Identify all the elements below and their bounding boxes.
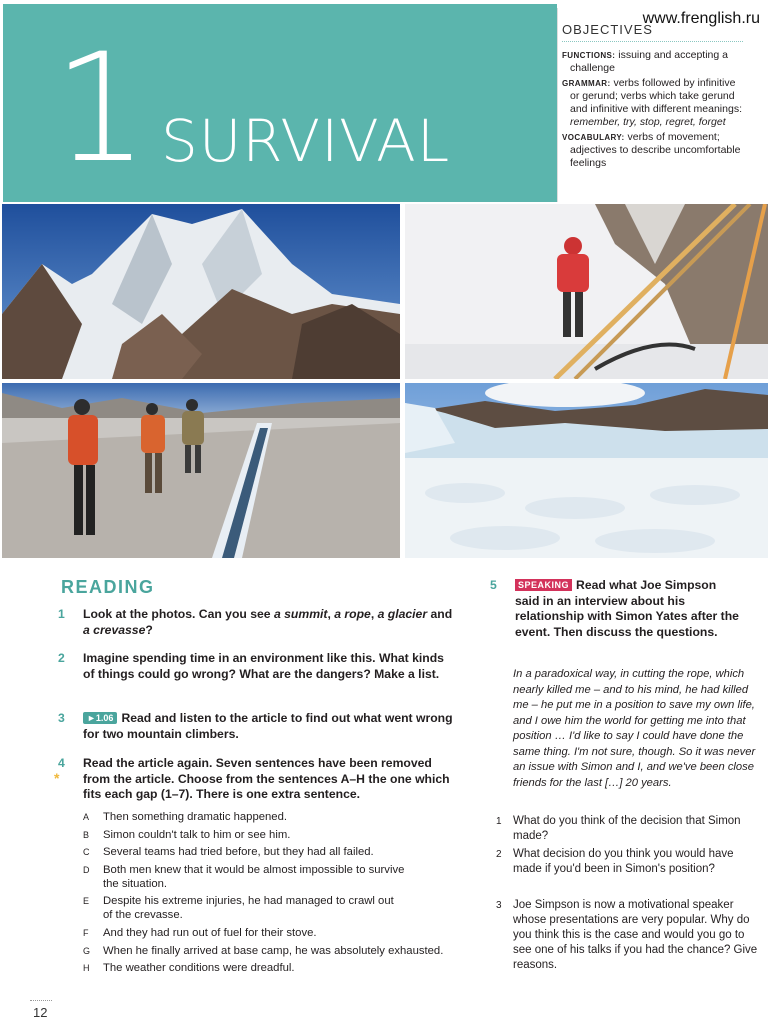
- photo-mountain-peak: [2, 204, 400, 379]
- objective-functions: FUNCTIONS: issuing and accepting a challenge: [562, 49, 728, 74]
- objectives-title: OBJECTIVES: [562, 22, 653, 37]
- unit-banner: [0, 0, 768, 202]
- discussion-question-2: 2 What decision do you think you would have made if you'd been in Simon's position?: [496, 848, 734, 875]
- question-number: 4: [58, 756, 65, 770]
- sentence-options: [83, 810, 473, 979]
- question-number: 2: [58, 651, 65, 665]
- watermark: www.frenglish.ru: [642, 10, 760, 27]
- option-item: B Simon couldn't talk to him or see him.: [83, 828, 291, 841]
- banner-edge: [543, 4, 557, 202]
- question-number: 1: [58, 607, 65, 621]
- unit-number: 1: [53, 22, 145, 196]
- objectives-divider: [562, 41, 743, 42]
- option-item: F And they had run out of fuel for their stove.: [83, 926, 317, 939]
- audio-track-badge[interactable]: ►1.06: [83, 712, 117, 724]
- reading-question-4: 4 * Read the article again. Seven sentences have been removed from the article. Choose from the sentences A–H the one which fits each gap (1–7). There is one extra sentence.: [54, 756, 450, 801]
- speaking-badge: SPEAKING: [515, 579, 572, 591]
- option-item: A Then something dramatic happened.: [83, 811, 288, 823]
- reading-question-2: 2 Imagine spending time in an environment like this. What kinds of things could go wrong? What are the dangers? Make a list.: [58, 651, 444, 681]
- option-item: C Several teams had tried before, but they had all failed.: [83, 846, 374, 859]
- photo-climber-on-rope: [405, 204, 768, 379]
- discussion-question-1: 1 What do you think of the decision that Simon made?: [496, 815, 741, 842]
- option-item: G When he finally arrived at base camp, he was absolutely exhausted.: [83, 944, 444, 957]
- objectives-box: [557, 8, 753, 202]
- page-number-rule: [30, 1000, 52, 1001]
- option-item: D Both men knew that it would be almost impossible to survive the situation.: [83, 863, 405, 890]
- star-icon: *: [54, 770, 60, 786]
- reading-question-3: 3 ►1.06 Read and listen to the article to find out what went wrong for two mountain climbers.: [58, 711, 453, 741]
- banner-teal-panel: [3, 4, 543, 202]
- question-number: 5: [490, 578, 497, 592]
- objective-grammar: GRAMMAR: verbs followed by infinitive or gerund; verbs which take gerund and infinitive with different meanings: remember, try, stop, regret, forget: [562, 77, 742, 128]
- photo-climbers-crevasse: [2, 383, 400, 558]
- objective-vocabulary: VOCABULARY: verbs of movement; adjectives to describe uncomfortable feelings: [562, 131, 741, 169]
- unit-title: SURVIVAL: [161, 107, 451, 175]
- option-item: E Despite his extreme injuries, he had managed to crawl out of the crevasse.: [83, 895, 394, 922]
- reading-heading: READING: [61, 577, 155, 597]
- reading-question-1: 1 Look at the photos. Can you see a summit, a rope, a glacier and a crevasse?: [58, 607, 453, 637]
- question-number: 3: [58, 711, 65, 725]
- joe-simpson-quote: In a paradoxical way, in cutting the rope, which nearly killed me – and to his mind, he had killed me – he put me in a position to save my own life, and I owe him the world for getting me into that position … I'd like to say I could have done the same thing. I'm not sure, though. So it was never an issue with Simon and I, and we've been close friends for the last […] 20 years.: [513, 668, 756, 789]
- photo-glacier-lake: [405, 383, 768, 558]
- discussion-question-3: 3 Joe Simpson is now a motivational speaker whose presentations are very popular. Why do you think this is the case and would you go to see one of his talks if you had the chance? Give reasons.: [496, 899, 758, 971]
- speaking-task: 5 SPEAKING Read what Joe Simpson said in an interview about his relationship with Simon Yates after the event. Then discuss the questions.: [490, 578, 739, 639]
- page-number: 12: [33, 1005, 48, 1020]
- option-item: H The weather conditions were dreadful.: [83, 962, 295, 975]
